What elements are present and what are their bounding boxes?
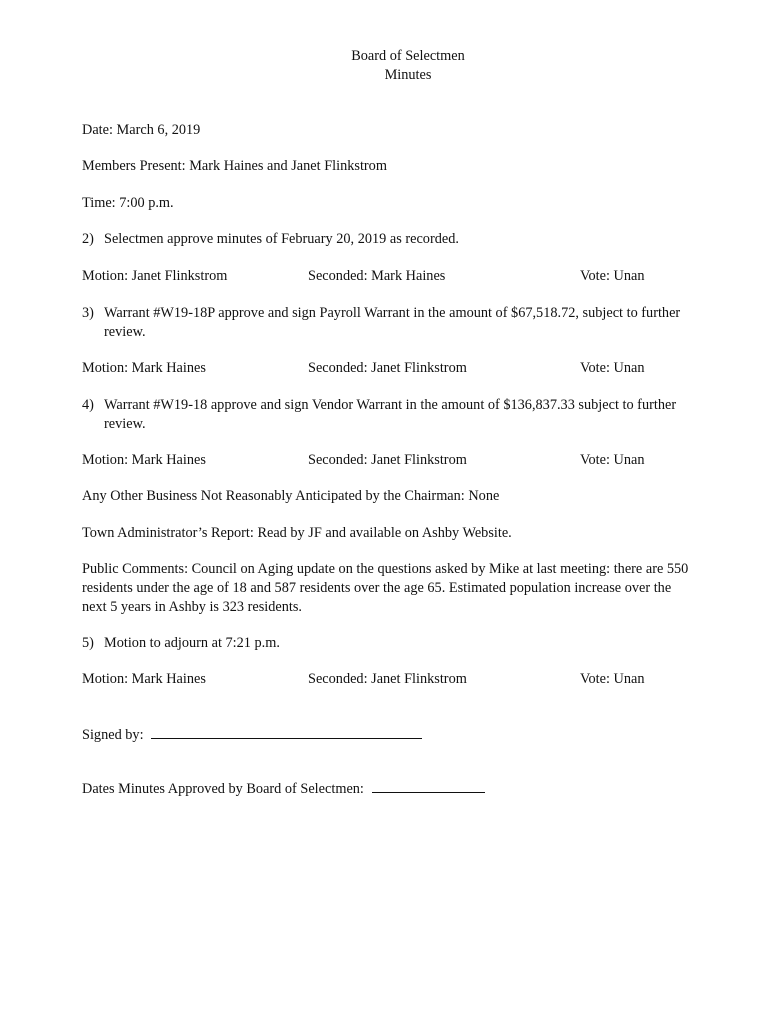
item-number: 3) <box>82 305 94 321</box>
item-number: 4) <box>82 397 94 413</box>
administrator-report: Town Administrator’s Report: Read by JF and available on Ashby Website. <box>82 525 512 541</box>
motion-by: Motion: Mark Haines <box>82 360 206 376</box>
item-text: Warrant #W19-18 approve and sign Vendor Warrant in the amount of $136,837.33 subject to further review. <box>104 397 677 432</box>
signature-label: Signed by: <box>82 727 144 743</box>
approval-date-line <box>82 780 485 799</box>
seconded-by: Seconded: Janet Flinkstrom <box>308 360 467 376</box>
seconded-by: Seconded: Janet Flinkstrom <box>308 452 467 468</box>
item-text: Warrant #W19-18P approve and sign Payroll Warrant in the amount of $67,518.72, subject to further review. <box>104 305 681 340</box>
item-text: Selectmen approve minutes of February 20, 2019 as recorded. <box>104 231 459 247</box>
vote-result: Vote: Unan <box>580 360 645 376</box>
signature-blank[interactable] <box>151 726 422 739</box>
other-business: Any Other Business Not Reasonably Anticipated by the Chairman: None <box>82 488 500 504</box>
meeting-date: Date: March 6, 2019 <box>82 122 201 138</box>
motion-by: Motion: Janet Flinkstrom <box>82 268 228 284</box>
vote-result: Vote: Unan <box>580 671 645 687</box>
vote-result: Vote: Unan <box>580 452 645 468</box>
seconded-by: Seconded: Mark Haines <box>308 268 446 284</box>
approval-date-blank[interactable] <box>372 780 485 793</box>
item-text: Motion to adjourn at 7:21 p.m. <box>104 635 280 651</box>
signature-line <box>82 726 422 745</box>
document-subtitle: Minutes <box>384 67 432 83</box>
vote-result: Vote: Unan <box>580 268 645 284</box>
meeting-time: Time: 7:00 p.m. <box>82 195 174 211</box>
document-title: Board of Selectmen <box>351 48 465 64</box>
public-comments: Public Comments: Council on Aging update on the questions asked by Mike at last meeting: there are 550 residents under the age of 18 and 587 residents over the age 65. Estimated population increase over the next 5 years in Ashby is 323 residents. <box>82 561 689 615</box>
motion-by: Motion: Mark Haines <box>82 671 206 687</box>
motion-by: Motion: Mark Haines <box>82 452 206 468</box>
item-number: 2) <box>82 231 94 247</box>
item-number: 5) <box>82 635 94 651</box>
seconded-by: Seconded: Janet Flinkstrom <box>308 671 467 687</box>
approval-date-label: Dates Minutes Approved by Board of Selectmen: <box>82 781 364 797</box>
members-present: Members Present: Mark Haines and Janet Flinkstrom <box>82 158 387 174</box>
